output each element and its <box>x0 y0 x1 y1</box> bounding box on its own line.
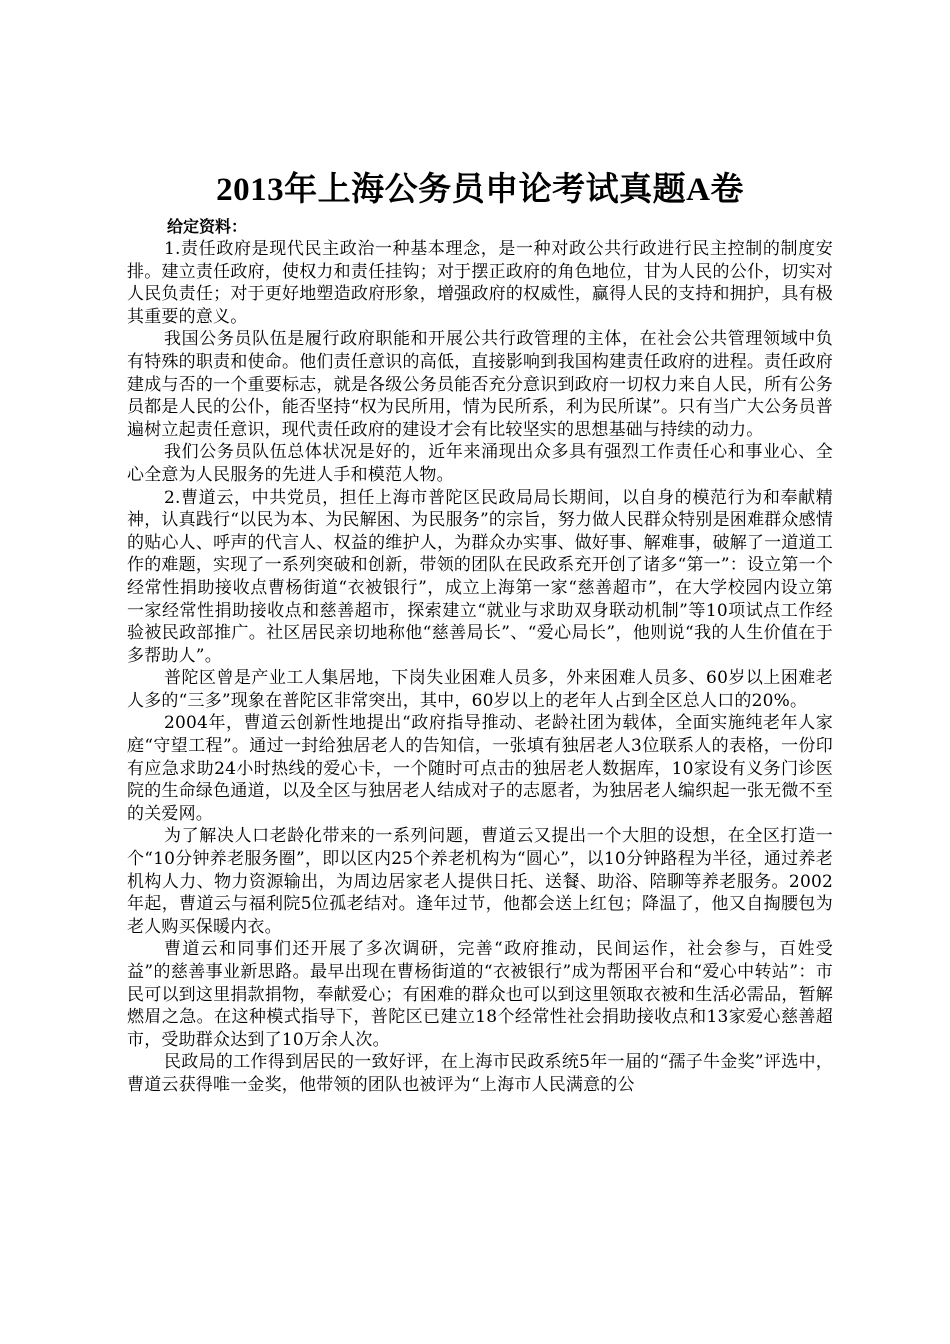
paragraph-6: 2004年，曹道云创新性地提出“政府指导推动、老龄社团为载体，全面实施纯老年人家庭“守望工程”。通过一封给独居老人的告知信，一张填有独居老人3位联系人的表格，一份印有应急求助24小时热线的爱心卡，一个随时可点击的独居老人数据库，10家设有义务门诊医院的生命绿色通道，以及全区与独居老人结成对子的志愿者，为独居老人编织起一张无微不至的关爱网。 <box>127 713 833 824</box>
paragraph-5: 普陀区曾是产业工人集居地，下岗失业困难人员多，外来困难人员多、60岁以上困难老人多的“三多”现象在普陀区非常突出，其中，60岁以上的老年人占到全区总人口的20%。 <box>127 668 833 711</box>
paragraph-1: 1.责任政府是现代民主政治一种基本理念，是一种对政公共行政进行民主控制的制度安排。建立责任政府，使权力和责任挂钩；对于摆正政府的角色地位，甘为人民的公仆，切实对人民负责任；对于更好地塑造政府形象，增强政府的权威性，赢得人民的支持和拥护，具有极其重要的意义。 <box>127 239 833 327</box>
paragraph-3: 我们公务员队伍总体状况是好的，近年来涌现出众多具有强烈工作责任心和事业心、全心全意为人民服务的先进人手和模范人物。 <box>127 442 833 485</box>
paragraph-2: 我国公务员队伍是履行政府职能和开展公共行政管理的主体，在社会公共管理领域中负有特殊的职责和使命。他们责任意识的高低，直接影响到我国构建责任政府的进程。责任政府建成与否的一个重要标志，就是各级公务员能否充分意识到政府一切权力来自人民，所有公务员都是人民的公仆，能否坚持“权为民所用，情为民所系，利为民所谋”。只有当广大公务员普遍树立起责任意识，现代责任政府的建设才会有比较坚实的思想基础与持续的动力。 <box>127 329 833 440</box>
paragraph-8: 曹道云和同事们还开展了多次调研，完善“政府推动，民间运作，社会参与，百姓受益”的慈善事业新思路。最早出现在曹杨街道的“衣被银行”成为帮困平台和“爱心中转站”：市民可以到这里捐款捐物，奉献爱心；有困难的群众也可以到这里领取衣被和生活必需品，暂解燃眉之急。在这种模式指导下，普陀区已建立18个经常性社会捐助接收点和13家爱心慈善超市，受助群众达到了10万余人次。 <box>127 939 833 1050</box>
document-page <box>127 168 833 1097</box>
section-label: 给定资料： <box>167 217 248 236</box>
paragraph-4: 2.曹道云，中共党员，担任上海市普陀区民政局局长期间，以自身的模范行为和奉献精神，认真践行“以民为本、为民解困、为民服务”的宗旨，努力做人民群众特别是困难群众感情的贴心人、呼声的代言人、权益的维护人，为群众办实事、做好事、解难事，破解了一道道工作的难题，实现了一系列突破和创新，带领的团队在民政系充开创了诸多“第一”：设立第一个经常性捐助接收点曹杨街道“衣被银行”，成立上海第一家“慈善超市”，在大学校园内设立第一家经常性捐助接收点和慈善超市，探索建立“就业与求助双身联动机制”等10项试点工作经验被民政部推广。社区居民亲切地称他“慈善局长”、“爱心局长”，他则说“我的人生价值在于多帮助人”。 <box>127 487 833 666</box>
document-title: 2013年上海公务员申论考试真题A卷 <box>216 172 744 208</box>
paragraph-9: 民政局的工作得到居民的一致好评，在上海市民政系统5年一届的“孺子牛金奖”评选中，曹道云获得唯一金奖，他带领的团队也被评为“上海市人民满意的公 <box>127 1052 833 1095</box>
paragraph-7: 为了解决人口老龄化带来的一系列问题，曹道云又提出一个大胆的设想，在全区打造一个“10分钟养老服务圈”，即以区内25个养老机构为“圆心”，以10分钟路程为半径，通过养老机构人力、物力资源输出，为周边居家老人提供日托、送餐、助浴、陪聊等养老服务。2002年起，曹道云与福利院5位孤老结对。逢年过节，他都会送上红包；降温了，他又自掏腰包为老人购买保暖内衣。 <box>127 826 833 937</box>
